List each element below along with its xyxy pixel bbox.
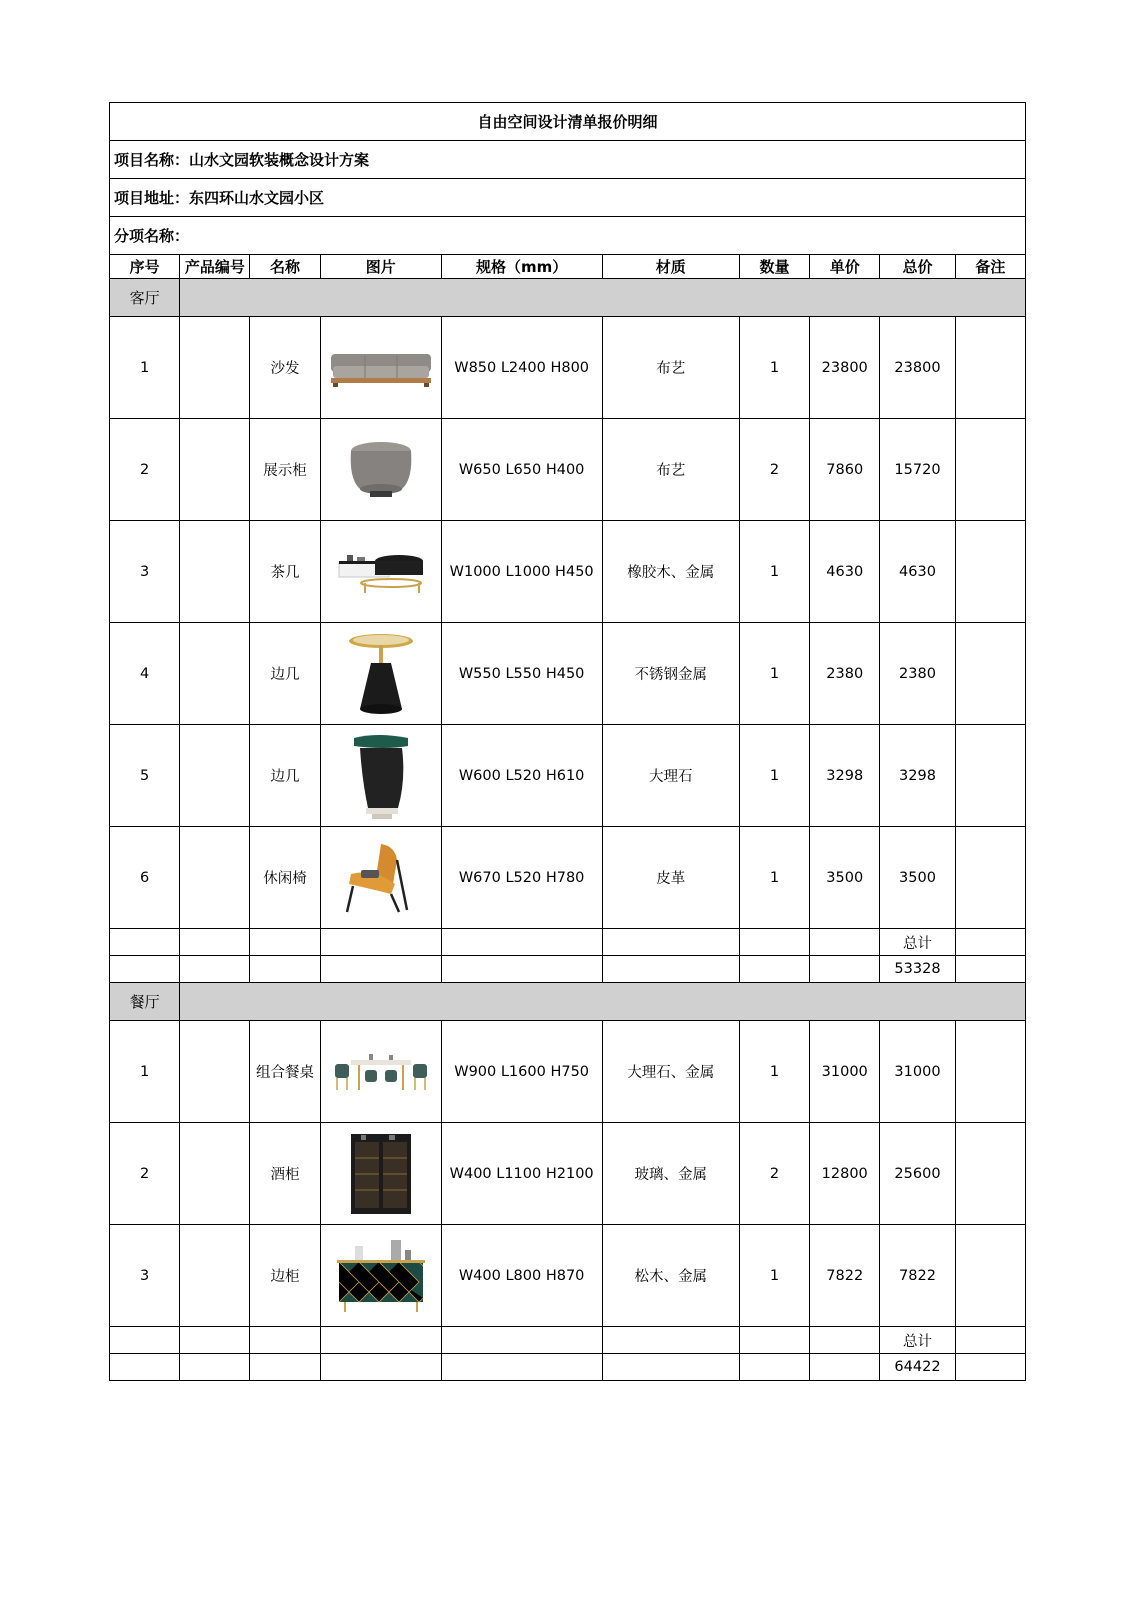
subtotal-value-row — [110, 1354, 1026, 1381]
empty-cell — [320, 1327, 441, 1354]
project-name: 项目名称：山水文园软装概念设计方案 — [110, 141, 1026, 179]
section-row — [110, 983, 1026, 1021]
product-code — [180, 1021, 250, 1123]
header-spec: 规格（mm） — [441, 255, 602, 279]
empty-cell — [180, 956, 250, 983]
dining-set-image — [333, 1050, 429, 1094]
item-material: 玻璃、金属 — [602, 1123, 739, 1225]
empty-cell — [320, 1354, 441, 1381]
product-code — [180, 827, 250, 929]
item-name: 展示柜 — [250, 419, 320, 521]
empty-cell — [739, 929, 809, 956]
sheet-title: 自由空间设计清单报价明细 — [110, 103, 1026, 141]
empty-cell — [250, 929, 320, 956]
item-note — [955, 317, 1025, 419]
item-unit-price: 2380 — [810, 623, 880, 725]
empty-cell — [955, 1327, 1025, 1354]
item-material: 布艺 — [602, 317, 739, 419]
item-note — [955, 623, 1025, 725]
item-qty: 2 — [739, 1123, 809, 1225]
empty-cell — [739, 956, 809, 983]
empty-cell — [441, 1327, 602, 1354]
item-material: 皮革 — [602, 827, 739, 929]
item-spec: W550 L550 H450 — [441, 623, 602, 725]
item-total: 31000 — [880, 1021, 955, 1123]
product-code — [180, 725, 250, 827]
product-code — [180, 623, 250, 725]
header-note: 备注 — [955, 255, 1025, 279]
table-row — [110, 1021, 1026, 1123]
empty-cell — [602, 1354, 739, 1381]
empty-cell — [955, 1354, 1025, 1381]
item-image — [320, 725, 441, 827]
item-unit-price: 12800 — [810, 1123, 880, 1225]
item-name: 酒柜 — [250, 1123, 320, 1225]
empty-cell — [955, 929, 1025, 956]
empty-cell — [180, 1354, 250, 1381]
item-unit-price: 4630 — [810, 521, 880, 623]
subtotal-label-row — [110, 929, 1026, 956]
item-spec: W400 L1100 H2100 — [441, 1123, 602, 1225]
item-unit-price: 7860 — [810, 419, 880, 521]
item-spec: W670 L520 H780 — [441, 827, 602, 929]
empty-cell — [810, 1327, 880, 1354]
item-material: 大理石 — [602, 725, 739, 827]
product-code — [180, 419, 250, 521]
item-image — [320, 419, 441, 521]
empty-cell — [110, 929, 180, 956]
sideboard-image — [335, 1236, 427, 1316]
item-no: 1 — [110, 1021, 180, 1123]
item-qty: 1 — [739, 521, 809, 623]
empty-cell — [441, 956, 602, 983]
header-material: 材质 — [602, 255, 739, 279]
item-total: 3298 — [880, 725, 955, 827]
empty-cell — [180, 1327, 250, 1354]
subtotal-value-row — [110, 956, 1026, 983]
table-row — [110, 1225, 1026, 1327]
empty-cell — [250, 956, 320, 983]
item-spec: W850 L2400 H800 — [441, 317, 602, 419]
item-image — [320, 623, 441, 725]
item-note — [955, 725, 1025, 827]
empty-cell — [739, 1327, 809, 1354]
empty-cell — [441, 929, 602, 956]
empty-cell — [250, 1354, 320, 1381]
item-image — [320, 1021, 441, 1123]
item-material: 大理石、金属 — [602, 1021, 739, 1123]
empty-cell — [602, 929, 739, 956]
lounge-chair-image — [341, 838, 421, 918]
section-name: 餐厅 — [110, 983, 180, 1021]
empty-cell — [441, 1354, 602, 1381]
item-no: 3 — [110, 521, 180, 623]
item-total: 2380 — [880, 623, 955, 725]
item-material: 松木、金属 — [602, 1225, 739, 1327]
header-image: 图片 — [320, 255, 441, 279]
table-row — [110, 725, 1026, 827]
header-name: 名称 — [250, 255, 320, 279]
item-name: 休闲椅 — [250, 827, 320, 929]
item-no: 5 — [110, 725, 180, 827]
header-total: 总价 — [880, 255, 955, 279]
empty-cell — [110, 1327, 180, 1354]
item-total: 7822 — [880, 1225, 955, 1327]
item-qty: 1 — [739, 725, 809, 827]
item-spec: W1000 L1000 H450 — [441, 521, 602, 623]
item-name: 组合餐桌 — [250, 1021, 320, 1123]
item-no: 2 — [110, 419, 180, 521]
item-note — [955, 1225, 1025, 1327]
header-no: 序号 — [110, 255, 180, 279]
item-no: 1 — [110, 317, 180, 419]
empty-cell — [810, 1354, 880, 1381]
table-row — [110, 419, 1026, 521]
side-table-green-image — [346, 730, 416, 822]
item-note — [955, 827, 1025, 929]
table-row — [110, 521, 1026, 623]
sofa-image — [329, 348, 433, 388]
item-no: 4 — [110, 623, 180, 725]
item-total: 15720 — [880, 419, 955, 521]
empty-cell — [955, 956, 1025, 983]
item-spec: W400 L800 H870 — [441, 1225, 602, 1327]
item-total: 25600 — [880, 1123, 955, 1225]
product-code — [180, 1225, 250, 1327]
item-spec: W600 L520 H610 — [441, 725, 602, 827]
item-material: 橡胶木、金属 — [602, 521, 739, 623]
product-code — [180, 521, 250, 623]
section-band — [180, 279, 1026, 317]
item-note — [955, 521, 1025, 623]
empty-cell — [110, 1354, 180, 1381]
item-qty: 1 — [739, 623, 809, 725]
item-name: 茶几 — [250, 521, 320, 623]
empty-cell — [810, 929, 880, 956]
item-note — [955, 1123, 1025, 1225]
subtotal-value: 64422 — [880, 1354, 955, 1381]
sub-item-name: 分项名称： — [110, 217, 1026, 255]
item-note — [955, 419, 1025, 521]
subtotal-value: 53328 — [880, 956, 955, 983]
item-qty: 1 — [739, 1225, 809, 1327]
ottoman-image — [346, 439, 416, 501]
product-code — [180, 1123, 250, 1225]
header-code: 产品编号 — [180, 255, 250, 279]
section-name: 客厅 — [110, 279, 180, 317]
empty-cell — [602, 1327, 739, 1354]
item-name: 边柜 — [250, 1225, 320, 1327]
item-material: 布艺 — [602, 419, 739, 521]
item-no: 6 — [110, 827, 180, 929]
side-table-round-image — [346, 629, 416, 719]
subtotal-label: 总计 — [880, 1327, 955, 1354]
item-image — [320, 827, 441, 929]
project-address: 项目地址：东四环山水文园小区 — [110, 179, 1026, 217]
header-qty: 数量 — [739, 255, 809, 279]
table-row — [110, 1123, 1026, 1225]
item-image — [320, 1123, 441, 1225]
item-image — [320, 1225, 441, 1327]
empty-cell — [110, 956, 180, 983]
item-qty: 1 — [739, 317, 809, 419]
table-row — [110, 317, 1026, 419]
item-qty: 2 — [739, 419, 809, 521]
item-note — [955, 1021, 1025, 1123]
item-unit-price: 3500 — [810, 827, 880, 929]
header-price: 单价 — [810, 255, 880, 279]
table-row — [110, 623, 1026, 725]
item-name: 边几 — [250, 623, 320, 725]
empty-cell — [739, 1354, 809, 1381]
item-qty: 1 — [739, 1021, 809, 1123]
empty-cell — [810, 956, 880, 983]
item-no: 3 — [110, 1225, 180, 1327]
item-spec: W900 L1600 H750 — [441, 1021, 602, 1123]
item-name: 边几 — [250, 725, 320, 827]
item-image — [320, 317, 441, 419]
quotation-table — [109, 102, 1026, 1381]
item-unit-price: 7822 — [810, 1225, 880, 1327]
item-spec: W650 L650 H400 — [441, 419, 602, 521]
item-name: 沙发 — [250, 317, 320, 419]
item-material: 不锈钢金属 — [602, 623, 739, 725]
empty-cell — [320, 929, 441, 956]
empty-cell — [180, 929, 250, 956]
empty-cell — [320, 956, 441, 983]
item-unit-price: 31000 — [810, 1021, 880, 1123]
subtotal-label-row — [110, 1327, 1026, 1354]
table-row — [110, 827, 1026, 929]
section-row — [110, 279, 1026, 317]
item-unit-price: 3298 — [810, 725, 880, 827]
item-total: 3500 — [880, 827, 955, 929]
item-qty: 1 — [739, 827, 809, 929]
empty-cell — [250, 1327, 320, 1354]
item-total: 23800 — [880, 317, 955, 419]
section-band — [180, 983, 1026, 1021]
item-total: 4630 — [880, 521, 955, 623]
wine-cabinet-image — [349, 1132, 413, 1216]
subtotal-label: 总计 — [880, 929, 955, 956]
empty-cell — [602, 956, 739, 983]
coffee-table-image — [335, 549, 427, 595]
product-code — [180, 317, 250, 419]
item-unit-price: 23800 — [810, 317, 880, 419]
header-row — [110, 255, 1026, 279]
item-no: 2 — [110, 1123, 180, 1225]
item-image — [320, 521, 441, 623]
